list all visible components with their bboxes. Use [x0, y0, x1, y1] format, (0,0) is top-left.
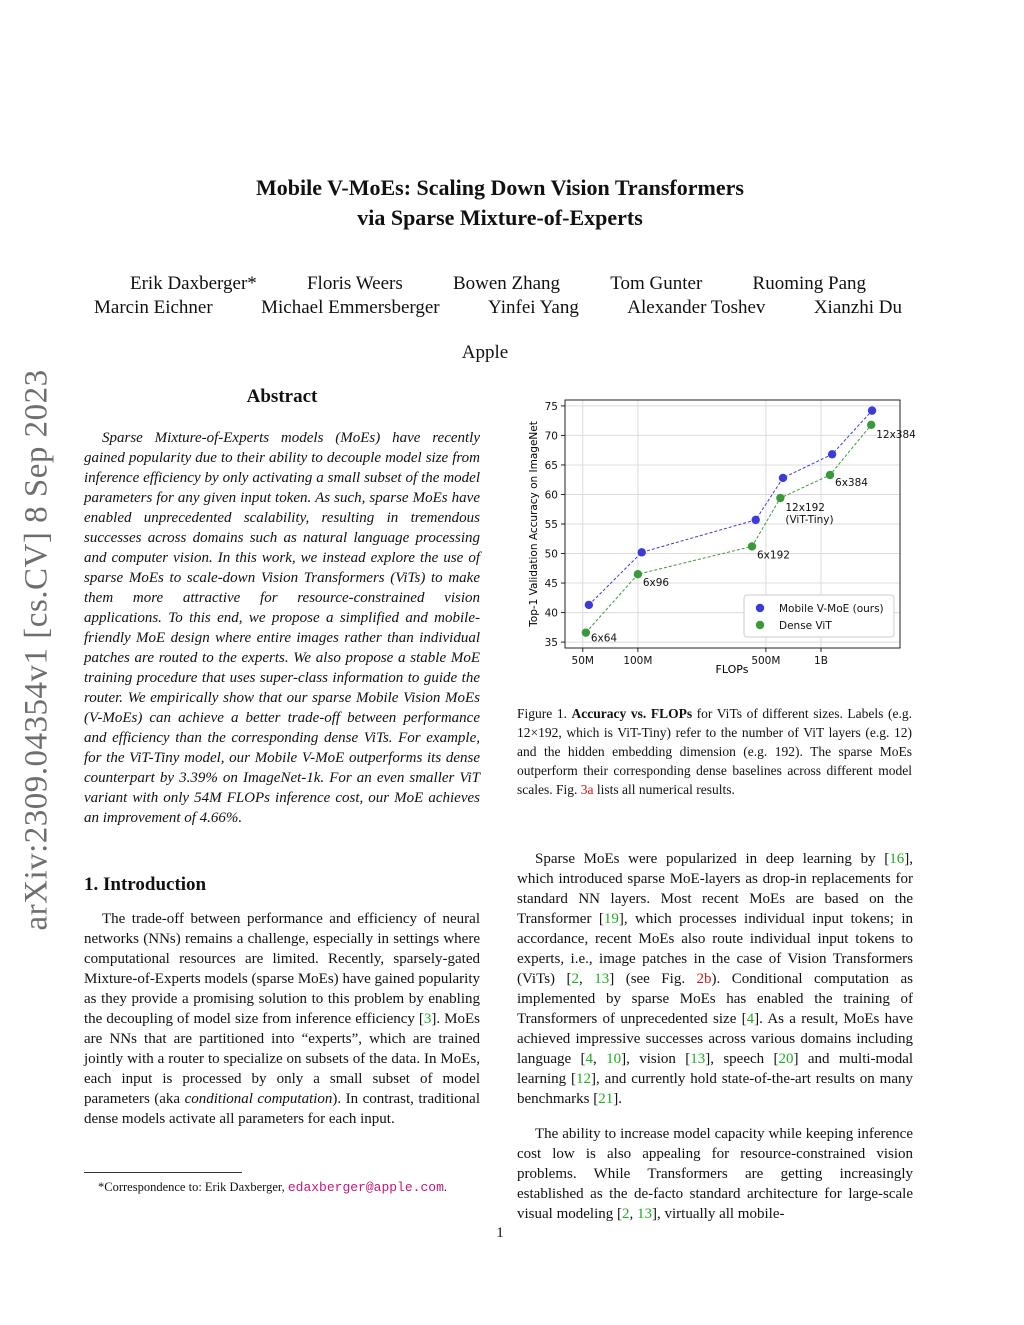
intro-paragraph — [84, 909, 480, 1129]
email-link[interactable]: edaxberger@apple.com — [287, 1180, 444, 1195]
citation-link[interactable]: 13 — [594, 971, 610, 987]
text-run: Sparse MoEs were popularized in deep learning by [ — [535, 851, 890, 867]
figure-caption — [517, 704, 912, 799]
section-heading: 1. Introduction — [84, 874, 207, 895]
author: Floris Weers — [306, 273, 403, 294]
footnote-rule — [84, 1172, 242, 1173]
footnote — [98, 1179, 488, 1196]
text-run: ], which introduced sparse MoE-layers as drop-in replacements for standard NN layers. Most recent MoEs are based on the Transformer [ — [517, 851, 913, 927]
legend-label: Mobile V-MoE (ours) — [779, 603, 884, 615]
text-run: ], which processes individual input tokens; in accordance, recent MoEs also route individual input tokens to experts, i.e., image patches in the case of Vision Transformers (ViTs) [ — [517, 911, 914, 987]
legend-marker — [756, 604, 764, 612]
point-label: 12x384 — [876, 428, 916, 441]
citation-link[interactable]: 10 — [606, 1051, 622, 1067]
citation-link[interactable]: 19 — [603, 911, 619, 927]
text-run: ], vision [ — [621, 1051, 691, 1067]
figure-link[interactable]: 2b — [696, 971, 712, 987]
text-run: ], and currently hold state-of-the-art results on many benchmarks [ — [517, 1071, 914, 1107]
author: Xianzhi Du — [813, 297, 902, 318]
text-run: The ability to increase model capacity while keeping inference cost low is also appealing for resource-constrained vision problems. While Transformers are getting increasingly established as the de-facto standard architecture for large-scale visual modeling [ — [517, 1126, 913, 1222]
page-number: 1 — [496, 1225, 504, 1241]
text-run: ]. — [613, 1091, 622, 1107]
author: Ruoming Pang — [752, 273, 866, 294]
authors-row-2 — [94, 296, 902, 319]
text-run: for ViTs of different sizes. Labels (e.g. 12×192, which is ViT-Tiny) refer to the number of ViT layers (e.g. 12) and the hidden embedding dimension (e.g. 192). The sparse MoEs outperform their corresponding dense baselines across different model scales. Fig. — [517, 706, 912, 797]
author: Erik Daxberger* — [130, 273, 257, 294]
chart-legend — [744, 595, 894, 637]
data-point — [826, 471, 834, 479]
data-point — [585, 601, 593, 609]
y-tick-label: 65 — [544, 459, 558, 472]
text-run: ). In contrast, traditional dense models activate all parameters for each input. — [84, 1091, 480, 1127]
citation-link[interactable]: 12 — [576, 1071, 592, 1087]
point-label: 6x96 — [642, 577, 670, 590]
figure-link[interactable]: 3a — [580, 782, 594, 797]
citation-link[interactable]: 13 — [690, 1051, 706, 1067]
x-tick-label: 500M — [751, 655, 781, 667]
text-run: , — [629, 1206, 637, 1222]
y-tick-label: 70 — [544, 430, 558, 443]
text-run: ). Conditional computation as implemented by sparse MoEs has enabled the training of Transformers of unprecedented size [ — [517, 971, 914, 1027]
text-run: conditional computation — [184, 1091, 333, 1107]
paper-title — [0, 173, 1000, 233]
author: Yinfei Yang — [488, 297, 579, 318]
text-run: lists all numerical results. — [593, 782, 735, 797]
arxiv-stamp: arXiv:2309.04354v1 [cs.CV] 8 Sep 2023 — [18, 369, 55, 931]
author: Bowen Zhang — [452, 273, 561, 294]
x-tick-label: 1B — [814, 655, 828, 667]
citation-link[interactable]: 3 — [423, 1011, 432, 1027]
data-point — [776, 494, 784, 502]
y-tick-label: 40 — [544, 607, 558, 620]
data-point — [582, 628, 590, 636]
x-tick-label: 100M — [623, 655, 653, 667]
citation-link[interactable]: 20 — [778, 1051, 794, 1067]
y-tick-label: 50 — [544, 548, 558, 561]
data-point — [748, 542, 756, 550]
accuracy-flops-chart — [520, 392, 920, 682]
text-run: ], virtually all mobile- — [652, 1206, 785, 1222]
data-point — [752, 516, 760, 524]
abstract-text: Sparse Mixture-of-Experts models (MoEs) have recently gained popularity due to their ability to decouple model size from inference efficiency by only activating a small subset of the model parameters for any given input token. As such, sparse MoEs have enabled unprecedented scalability, resulting in tremendous successes across domains such as natural language processing and computer vision. In this work, we instead explore the use of sparse MoEs to scale-down Vision Transformers (ViTs) to make them more attractive for resource-constrained vision applications. To this end, we propose a simplified and mobile-friendly MoE design where entire images rather than individual patches are routed to the experts. We also propose a stable MoE training procedure that uses super-class information to guide the router. We empirically show that our sparse Mobile Vision MoEs (V-MoEs) can achieve a better trade-off between performance and efficiency than the corresponding dense ViTs. For example, for the ViT-Tiny model, our Mobile V-MoE outperforms its dense counterpart by 3.39% on ImageNet-1k. For an even smaller ViT variant with only 54M FLOPs inference cost, our MoE achieves an improvement of 4.66%. — [84, 430, 480, 826]
citation-link[interactable]: 21 — [598, 1091, 614, 1107]
author: Marcin Eichner — [94, 297, 213, 318]
x-tick-label: 50M — [571, 655, 594, 667]
x-axis-ticks — [572, 648, 828, 667]
citation-link[interactable]: 4 — [585, 1051, 593, 1067]
text-run: , — [593, 1051, 607, 1067]
y-axis-label: Top-1 Validation Accuracy on ImageNet — [528, 421, 540, 627]
title-line-1: Mobile V-MoEs: Scaling Down Vision Transformers — [256, 175, 744, 200]
text-run: ]. As a result, MoEs have achieved impressive successes across various domains including language [ — [517, 1011, 913, 1067]
legend-marker — [756, 621, 764, 629]
author: Tom Gunter — [610, 273, 703, 294]
x-axis-label: FLOPs — [715, 663, 749, 676]
citation-link[interactable]: 4 — [746, 1011, 755, 1027]
affiliation: Apple — [461, 342, 509, 363]
text-run: ] (see Fig. — [609, 971, 697, 987]
citation-link[interactable]: 13 — [637, 1206, 652, 1222]
caption-bold: Accuracy vs. FLOPs — [571, 706, 693, 721]
author: Alexander Toshev — [627, 297, 766, 318]
text-run: ]. MoEs are NNs that are partitioned into “experts”, which are trained jointly with a router to specialize on subsets of the data. In MoEs, each input is processed by only a small subset of model parameters (aka — [84, 1011, 480, 1107]
data-point — [828, 450, 836, 458]
title-line-2: via Sparse Mixture-of-Experts — [357, 205, 643, 230]
y-tick-label: 55 — [544, 519, 558, 531]
data-point — [779, 474, 787, 482]
footnote-text: *Correspondence to: Erik Daxberger, — [98, 1180, 288, 1194]
body-paragraph — [517, 1124, 913, 1224]
point-label: 6x64 — [590, 632, 618, 645]
text-run: , — [579, 971, 595, 987]
series-line — [589, 411, 872, 605]
legend-label: Dense ViT — [779, 620, 832, 632]
data-point — [638, 548, 646, 556]
point-label: (ViT-Tiny) — [785, 514, 834, 527]
point-label: 6x192 — [757, 549, 790, 562]
point-label: 12x192 — [785, 502, 826, 515]
citation-link[interactable]: 2 — [571, 971, 580, 987]
abstract-heading: Abstract — [246, 386, 318, 407]
body-paragraph — [517, 849, 913, 1109]
y-axis-ticks — [545, 401, 565, 649]
citation-link[interactable]: 16 — [889, 851, 905, 867]
y-tick-label: 35 — [544, 637, 558, 650]
left-column — [84, 386, 480, 1144]
y-tick-label: 60 — [544, 489, 558, 502]
data-point — [634, 570, 642, 578]
text-run: ], speech [ — [705, 1051, 779, 1067]
author: Michael Emmersberger — [261, 297, 440, 318]
text-run: ] and multi-modal learning [ — [517, 1051, 914, 1087]
text-run: . — [443, 1180, 447, 1194]
right-column — [517, 834, 913, 1239]
caption-label: Figure 1. — [517, 706, 572, 721]
y-tick-label: 45 — [544, 578, 558, 591]
data-point — [867, 421, 875, 429]
citation-link[interactable]: 2 — [622, 1206, 630, 1222]
y-tick-label: 75 — [544, 400, 558, 413]
point-label: 6x384 — [835, 476, 868, 489]
data-point — [868, 406, 876, 414]
authors-row-1 — [130, 272, 866, 295]
text-run: The trade-off between performance and efficiency of neural networks (NNs) remains a challenge, especially in settings where computational resources are limited. Recently, sparsely-gated Mixture-of-Experts models (sparse MoEs) have gained popularity as they provide a promising solution to this problem by enabling the decoupling of model size from inference efficiency [ — [84, 911, 480, 1027]
